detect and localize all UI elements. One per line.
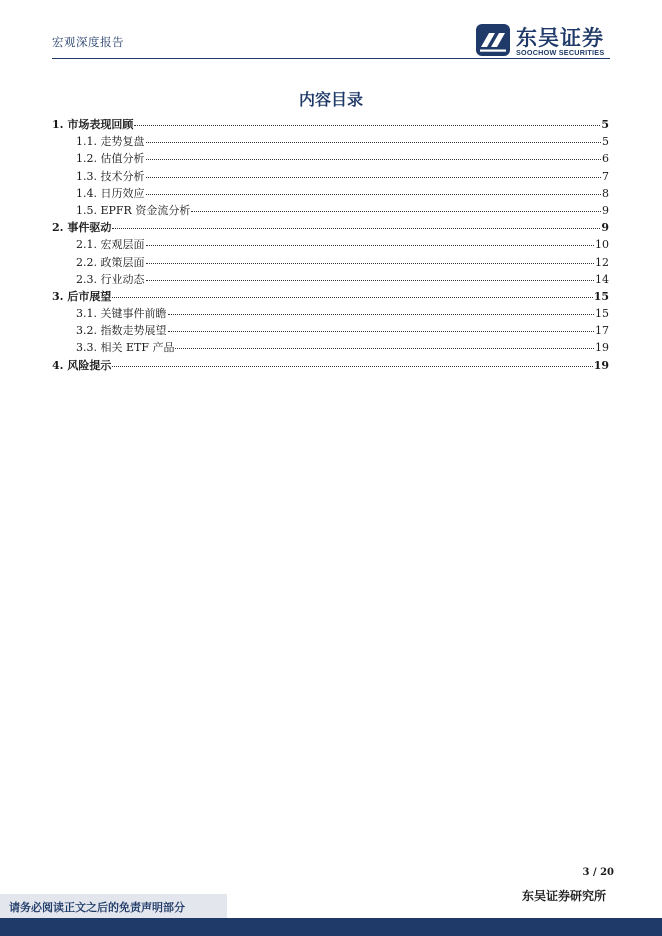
toc-dot-leader — [146, 142, 602, 143]
toc-entry-label: 1.1. 走势复盘 — [76, 135, 145, 149]
toc-entry-page: 17 — [595, 324, 609, 338]
toc-entry-page: 19 — [595, 341, 609, 355]
toc-entry-page: 10 — [595, 238, 609, 252]
toc-dot-leader — [146, 159, 602, 160]
disclaimer-text: 请务必阅读正文之后的免责声明部分 — [9, 901, 185, 914]
footer-firm-name: 东吴证券研究所 — [521, 889, 606, 903]
toc-entry[interactable] — [52, 322, 609, 339]
toc-entry-page: 9 — [602, 203, 609, 217]
soochow-logo-icon — [476, 24, 510, 56]
toc-entry[interactable] — [52, 185, 609, 202]
toc-dot-leader — [112, 297, 592, 298]
toc-entry-label: 3.2. 指数走势展望 — [76, 324, 167, 338]
toc-entry-label: 2.2. 政策层面 — [76, 255, 145, 269]
toc-dot-leader — [112, 366, 592, 367]
company-logo — [476, 24, 616, 58]
toc-entry-page: 9 — [601, 221, 609, 235]
toc-entry-label: 4. 风险提示 — [52, 358, 112, 372]
toc-entry-label: 2.1. 宏观层面 — [76, 238, 145, 252]
toc-entry[interactable] — [52, 254, 609, 271]
toc-entry-label: 1.3. 技术分析 — [76, 169, 145, 183]
toc-entry[interactable] — [52, 357, 609, 374]
toc-entry-label: 1.2. 估值分析 — [76, 152, 145, 166]
toc-entry-page: 19 — [593, 358, 609, 372]
toc-entry-label: 1. 市场表现回顾 — [52, 118, 134, 131]
toc-entry-label: 3.3. 相关 ETF 产品 — [76, 341, 175, 355]
toc-entry-page: 14 — [595, 272, 609, 286]
toc-entry-label: 3.1. 关键事件前瞻 — [76, 307, 167, 321]
toc-entry-label: 1.4. 日历效应 — [76, 186, 145, 200]
toc-entry[interactable] — [52, 150, 609, 167]
toc-entry[interactable] — [52, 133, 609, 150]
toc-entry-page: 15 — [593, 289, 609, 303]
toc-entry[interactable] — [52, 202, 609, 219]
page-number: 3 / 20 — [582, 867, 614, 878]
toc-dot-leader — [112, 228, 600, 229]
disclaimer-box — [0, 894, 227, 918]
table-of-contents — [52, 116, 609, 374]
toc-entry[interactable] — [52, 339, 609, 356]
toc-dot-leader — [146, 280, 595, 281]
toc-entry-page: 5 — [602, 135, 609, 149]
toc-entry[interactable] — [52, 305, 609, 322]
toc-entry[interactable] — [52, 219, 609, 236]
toc-entry[interactable] — [52, 236, 609, 253]
toc-dot-leader — [191, 211, 601, 212]
toc-dot-leader — [146, 263, 595, 264]
toc-dot-leader — [146, 194, 602, 195]
toc-dot-leader — [146, 245, 595, 246]
toc-dot-leader — [134, 125, 600, 126]
toc-entry-label: 1.5. EPFR 资金流分析 — [76, 203, 191, 217]
toc-entry-label: 3. 后市展望 — [52, 289, 112, 303]
toc-entry[interactable] — [52, 271, 609, 288]
toc-dot-leader — [146, 177, 602, 178]
header-divider — [52, 58, 610, 59]
toc-dot-leader — [168, 314, 595, 315]
report-type-label: 宏观深度报告 — [52, 35, 124, 49]
logo-chinese-name: 东吴证券 — [516, 26, 604, 50]
toc-entry-page: 12 — [595, 255, 609, 269]
toc-entry-label: 2. 事件驱动 — [52, 221, 112, 235]
toc-entry[interactable] — [52, 288, 609, 305]
toc-dot-leader — [168, 331, 595, 332]
toc-entry-page: 7 — [602, 169, 609, 183]
toc-entry-page: 15 — [595, 307, 609, 321]
toc-title: 内容目录 — [298, 90, 363, 109]
toc-dot-leader — [175, 348, 594, 349]
logo-english-name: SOOCHOW SECURITIES — [516, 48, 605, 57]
toc-entry[interactable] — [52, 116, 609, 133]
toc-entry[interactable] — [52, 168, 609, 185]
toc-entry-label: 2.3. 行业动态 — [76, 272, 145, 286]
toc-entry-page: 8 — [602, 186, 609, 200]
footer-bar — [0, 918, 662, 936]
toc-entry-page: 5 — [601, 118, 609, 131]
toc-entry-page: 6 — [602, 152, 609, 166]
